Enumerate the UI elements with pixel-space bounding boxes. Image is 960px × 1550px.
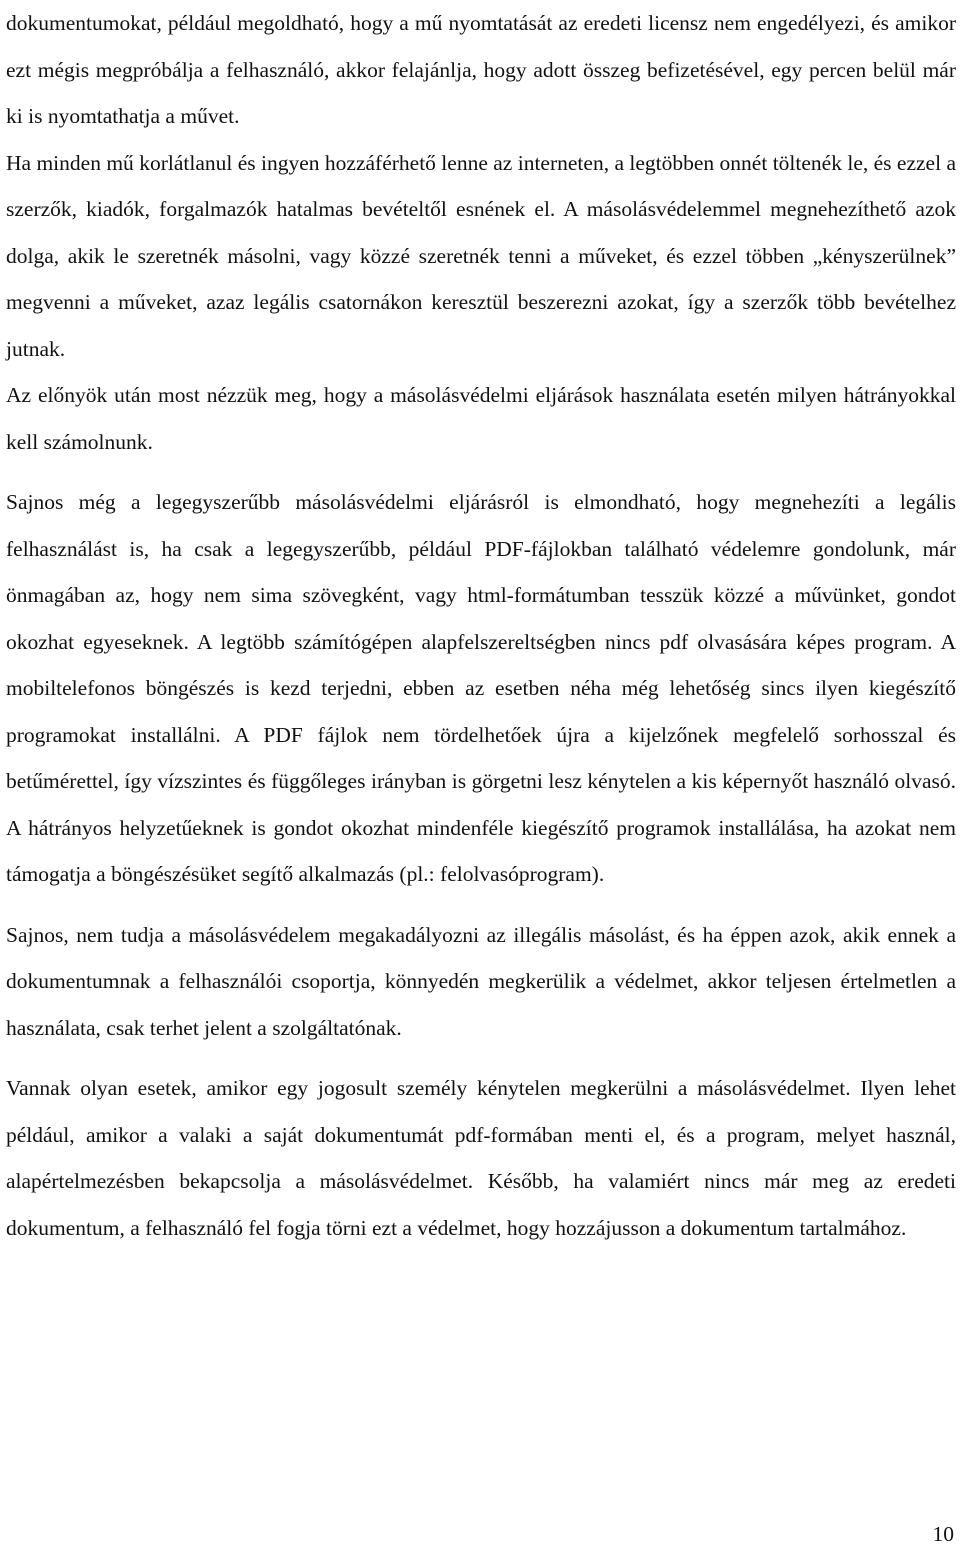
paragraph-illegal-copying: Sajnos, nem tudja a másolásvédelem megakadályozni az illegális másolást, és ha éppen azok, akik ennek a dokumentumnak a felhasználói csoportja, könnyedén megkerülik a védelmet, akkor teljesen értelmetlen a használata, csak terhet jelent a szolgáltatónak. — [6, 922, 956, 1040]
paragraph-disadvantages-intro: Az előnyök után most nézzük meg, hogy a másolásvédelmi eljárások használata esetén milyen hátrányokkal kell számolnunk. — [6, 383, 956, 454]
page-number: 10 — [932, 1522, 954, 1546]
paragraph-continuation: dokumentumokat, például megoldható, hogy a mű nyomtatását az eredeti licensz nem engedélyezi, és amikor ezt mégis megpróbálja a felhasználó, akkor felajánlja, hogy adott összeg befizetésével, egy percen belül már ki is nyomtathatja a művet. — [6, 11, 956, 128]
paragraph-authorized-circumvention: Vannak olyan esetek, amikor egy jogosult személy kénytelen megkerülni a másolásvédelmet. Ilyen lehet például, amikor a valaki a saját dokumentumát pdf-formában menti el, és a program, melyet használ, alapértelmezésben bekapcsolja a másolásvédelmet. Később, ha valamiért nincs már meg az eredeti dokumentum, a felhasználó fel fogja törni ezt a védelmet, hogy hozzájusson a dokumentum tartalmához. — [6, 1076, 956, 1240]
paragraph-legal-use-difficulty: Sajnos még a legegyszerűbb másolásvédelmi eljárásról is elmondható, hogy megnehezíti a legális felhasználást is, ha csak a legegyszerűbb, például PDF-fájlokban található védelemre gondolunk, már önmagában az, hogy nem sima szövegként, vagy html-formátumban tesszük közzé a művünket, gondot okozhat egyeseknek. A legtöbb számítógépen alapfelszereltségben nincs pdf olvasására képes program. A mobiltelefonos böngészés is kezd terjedni, ebben az esetben néha még lehetőség sincs ilyen kiegészítő programokat installálni. A PDF fájlok nem tördelhetőek újra a kijelzőnek megfelelő sorhosszal és betűmérettel, így vízszintes és függőleges irányban is görgetni lesz kénytelen a kis képernyőt használó olvasó. A hátrányos helyzetűeknek is gondot okozhat mindenféle kiegészítő programok installálása, ha azokat nem támogatja a böngészésüket segítő alkalmazás (pl.: felolvasóprogram). — [6, 490, 956, 886]
paragraph-copy-protection-benefits: Ha minden mű korlátlanul és ingyen hozzáférhető lenne az interneten, a legtöbben onnét töltenék le, és ezzel a szerzők, kiadók, forgalmazók hatalmas bevételtől esnének el. A másolásvédelemmel megnehezíthető azok dolga, akik le szeretnék másolni, vagy közzé szeretnék tenni a műveket, és ezzel többen „kényszerülnek” megvenni a műveket, azaz legális csatornákon keresztül beszerezni azokat, így a szerzők több bevételhez jutnak. — [6, 150, 956, 361]
document-page — [6, 0, 956, 1251]
